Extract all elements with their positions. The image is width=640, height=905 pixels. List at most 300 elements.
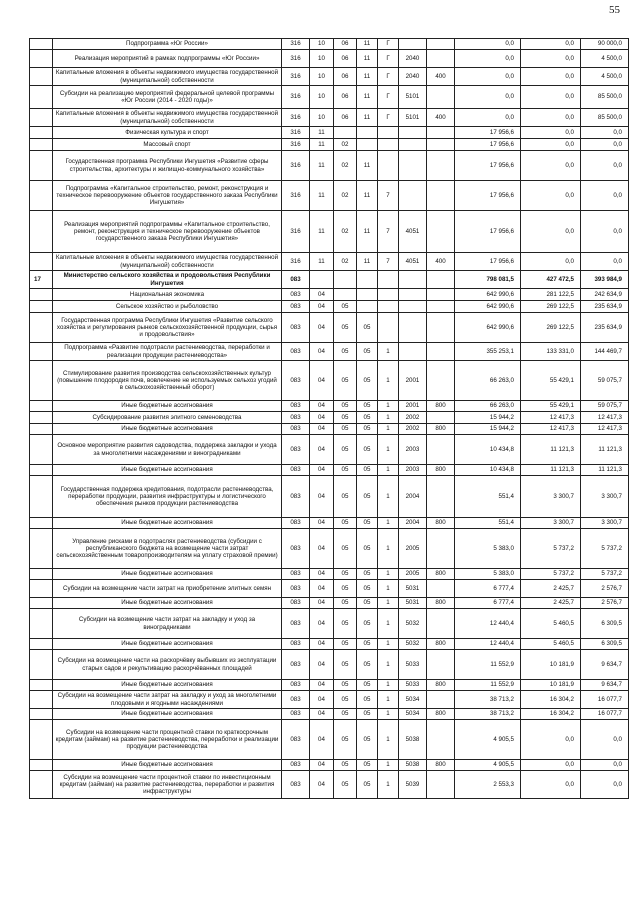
subsection-code-cell: 05: [334, 639, 357, 650]
amount-year3-cell: 12 417,3: [581, 424, 629, 435]
amount-year3-cell: 4 500,0: [581, 68, 629, 86]
row-number-cell: [30, 109, 53, 127]
subprogram-code-cell: [378, 127, 399, 139]
ministry-code-cell: 083: [282, 424, 310, 435]
subprogram-code-cell: [378, 289, 399, 301]
amount-year2-cell: 16 304,2: [521, 709, 581, 720]
amount-year2-cell: 0,0: [521, 771, 581, 799]
subsection-code-cell: [334, 127, 357, 139]
section-code-cell: 04: [310, 313, 334, 343]
subsection-code-cell: 05: [334, 720, 357, 760]
activity-code-cell: 5032: [399, 609, 427, 639]
subprogram-code-cell: [378, 151, 399, 181]
amount-year2-cell: 0,0: [521, 211, 581, 253]
subprogram-code-cell: 1: [378, 476, 399, 518]
amount-year3-cell: 85 500,0: [581, 86, 629, 109]
activity-code-cell: 2040: [399, 50, 427, 68]
section-code-cell: 11: [310, 181, 334, 211]
expense-type-cell: [427, 720, 455, 760]
table-row: [30, 109, 629, 127]
activity-code-cell: 5032: [399, 639, 427, 650]
program-code-cell: [357, 139, 378, 151]
ministry-code-cell: 083: [282, 771, 310, 799]
amount-year1-cell: 12 440,4: [455, 639, 521, 650]
amount-year3-cell: 85 500,0: [581, 109, 629, 127]
section-code-cell: 04: [310, 680, 334, 691]
subprogram-code-cell: 1: [378, 518, 399, 529]
amount-year3-cell: 0,0: [581, 771, 629, 799]
amount-year1-cell: 5 383,0: [455, 529, 521, 569]
amount-year3-cell: 59 075,7: [581, 401, 629, 412]
item-name-cell: Иные бюджетные ассигнования: [53, 465, 282, 476]
subsection-code-cell: 05: [334, 529, 357, 569]
row-number-cell: [30, 86, 53, 109]
row-number-cell: [30, 253, 53, 271]
amount-year2-cell: 11 121,3: [521, 465, 581, 476]
program-code-cell: 05: [357, 343, 378, 361]
section-code-cell: 04: [310, 580, 334, 598]
subprogram-code-cell: 1: [378, 691, 399, 709]
item-name-cell: Государственная программа Республики Ингушетия «Развитие сферы строительства, архитектуры и жилищно-коммунального хозяйства»: [53, 151, 282, 181]
amount-year2-cell: 2 425,7: [521, 580, 581, 598]
program-code-cell: 05: [357, 580, 378, 598]
item-name-cell: Массовый спорт: [53, 139, 282, 151]
row-number-cell: [30, 691, 53, 709]
amount-year3-cell: 235 634,9: [581, 313, 629, 343]
amount-year3-cell: 3 300,7: [581, 476, 629, 518]
section-code-cell: 04: [310, 435, 334, 465]
activity-code-cell: [399, 343, 427, 361]
section-code-cell: [310, 271, 334, 289]
subsection-code-cell: 05: [334, 301, 357, 313]
table-row: [30, 691, 629, 709]
amount-year2-cell: 3 300,7: [521, 518, 581, 529]
table-row: [30, 518, 629, 529]
expense-type-cell: [427, 529, 455, 569]
subsection-code-cell: 05: [334, 518, 357, 529]
subsection-code-cell: 06: [334, 39, 357, 50]
amount-year3-cell: 16 077,7: [581, 709, 629, 720]
ministry-code-cell: 083: [282, 709, 310, 720]
row-number-cell: [30, 650, 53, 680]
subprogram-code-cell: 1: [378, 401, 399, 412]
program-code-cell: 05: [357, 639, 378, 650]
amount-year3-cell: 0,0: [581, 181, 629, 211]
item-name-cell: Иные бюджетные ассигнования: [53, 518, 282, 529]
subsection-code-cell: 05: [334, 476, 357, 518]
program-code-cell: 05: [357, 476, 378, 518]
section-code-cell: 04: [310, 343, 334, 361]
activity-code-cell: [399, 139, 427, 151]
amount-year2-cell: 0,0: [521, 127, 581, 139]
expense-type-cell: 800: [427, 518, 455, 529]
item-name-cell: Иные бюджетные ассигнования: [53, 760, 282, 771]
amount-year1-cell: 6 777,4: [455, 598, 521, 609]
program-code-cell: 05: [357, 680, 378, 691]
item-name-cell: Субсидии на возмещение части на раскорчёвку выбывших из эксплуатации старых садов и рекультивацию раскорчёванных площадей: [53, 650, 282, 680]
item-name-cell: Иные бюджетные ассигнования: [53, 680, 282, 691]
ministry-code-cell: 083: [282, 569, 310, 580]
program-code-cell: 05: [357, 760, 378, 771]
expense-type-cell: 800: [427, 424, 455, 435]
subsection-code-cell: 05: [334, 465, 357, 476]
table-row: [30, 650, 629, 680]
program-code-cell: 05: [357, 720, 378, 760]
activity-code-cell: 2005: [399, 569, 427, 580]
program-code-cell: 05: [357, 313, 378, 343]
item-name-cell: Капитальные вложения в объекты недвижимого имущества государственной (муниципальной) собственности: [53, 68, 282, 86]
section-code-cell: 04: [310, 771, 334, 799]
ministry-code-cell: 083: [282, 650, 310, 680]
ministry-code-cell: 083: [282, 313, 310, 343]
amount-year2-cell: 16 304,2: [521, 691, 581, 709]
item-name-cell: Субсидии на возмещение части затрат на закладку и уход за многолетними плодовыми и ягодными насаждениями: [53, 691, 282, 709]
subprogram-code-cell: 1: [378, 412, 399, 424]
subsection-code-cell: 06: [334, 50, 357, 68]
amount-year2-cell: 12 417,3: [521, 424, 581, 435]
table-row: [30, 361, 629, 401]
amount-year2-cell: 2 425,7: [521, 598, 581, 609]
program-code-cell: 05: [357, 412, 378, 424]
amount-year2-cell: 3 300,7: [521, 476, 581, 518]
subprogram-code-cell: 1: [378, 771, 399, 799]
ministry-code-cell: 083: [282, 598, 310, 609]
activity-code-cell: 5034: [399, 709, 427, 720]
table-row: [30, 435, 629, 465]
amount-year3-cell: 59 075,7: [581, 361, 629, 401]
item-name-cell: Иные бюджетные ассигнования: [53, 598, 282, 609]
subprogram-code-cell: 1: [378, 580, 399, 598]
ministry-code-cell: 083: [282, 760, 310, 771]
table-row: [30, 253, 629, 271]
row-number-cell: [30, 639, 53, 650]
ministry-code-cell: 316: [282, 68, 310, 86]
table-row: [30, 424, 629, 435]
table-row: [30, 639, 629, 650]
activity-code-cell: 5038: [399, 720, 427, 760]
expense-type-cell: [427, 412, 455, 424]
subsection-code-cell: [334, 271, 357, 289]
subsection-code-cell: 05: [334, 609, 357, 639]
row-number-cell: [30, 127, 53, 139]
ministry-code-cell: 316: [282, 127, 310, 139]
program-code-cell: [357, 127, 378, 139]
expense-type-cell: [427, 771, 455, 799]
amount-year1-cell: 17 956,6: [455, 139, 521, 151]
row-number-cell: [30, 139, 53, 151]
table-row: [30, 476, 629, 518]
subprogram-code-cell: Г: [378, 50, 399, 68]
subprogram-code-cell: [378, 313, 399, 343]
item-name-cell: Субсидирование развития элитного семеноводства: [53, 412, 282, 424]
activity-code-cell: 2001: [399, 401, 427, 412]
program-code-cell: 05: [357, 569, 378, 580]
ministry-code-cell: 083: [282, 343, 310, 361]
table-row: [30, 760, 629, 771]
subprogram-code-cell: Г: [378, 68, 399, 86]
amount-year2-cell: 0,0: [521, 39, 581, 50]
table-row: [30, 139, 629, 151]
program-code-cell: [357, 301, 378, 313]
subsection-code-cell: 02: [334, 211, 357, 253]
program-code-cell: 11: [357, 86, 378, 109]
section-code-cell: 04: [310, 609, 334, 639]
subprogram-code-cell: 1: [378, 680, 399, 691]
subprogram-code-cell: 1: [378, 650, 399, 680]
expense-type-cell: [427, 476, 455, 518]
program-code-cell: 11: [357, 253, 378, 271]
amount-year1-cell: 66 263,0: [455, 361, 521, 401]
activity-code-cell: 4051: [399, 253, 427, 271]
row-number-cell: [30, 476, 53, 518]
subprogram-code-cell: Г: [378, 39, 399, 50]
section-code-cell: 10: [310, 86, 334, 109]
amount-year1-cell: 551,4: [455, 476, 521, 518]
amount-year3-cell: 3 300,7: [581, 518, 629, 529]
ministry-code-cell: 083: [282, 680, 310, 691]
amount-year2-cell: 5 460,5: [521, 609, 581, 639]
section-code-cell: 10: [310, 109, 334, 127]
item-name-cell: Капитальные вложения в объекты недвижимого имущества государственной (муниципальной) собственности: [53, 253, 282, 271]
table-row: [30, 401, 629, 412]
amount-year2-cell: 0,0: [521, 253, 581, 271]
table-row: [30, 680, 629, 691]
amount-year2-cell: 427 472,5: [521, 271, 581, 289]
section-code-cell: 04: [310, 529, 334, 569]
subsection-code-cell: 05: [334, 680, 357, 691]
amount-year1-cell: 10 434,8: [455, 465, 521, 476]
item-name-cell: Иные бюджетные ассигнования: [53, 709, 282, 720]
activity-code-cell: 2003: [399, 435, 427, 465]
amount-year3-cell: 11 121,3: [581, 465, 629, 476]
activity-code-cell: 2002: [399, 412, 427, 424]
subsection-code-cell: 05: [334, 401, 357, 412]
amount-year2-cell: 12 417,3: [521, 412, 581, 424]
subprogram-code-cell: Г: [378, 109, 399, 127]
amount-year2-cell: 269 122,5: [521, 301, 581, 313]
section-code-cell: 11: [310, 151, 334, 181]
expense-type-cell: 800: [427, 709, 455, 720]
subprogram-code-cell: [378, 301, 399, 313]
ministry-code-cell: 083: [282, 691, 310, 709]
row-number-cell: [30, 580, 53, 598]
activity-code-cell: [399, 301, 427, 313]
amount-year1-cell: 38 713,2: [455, 691, 521, 709]
section-code-cell: 04: [310, 518, 334, 529]
amount-year1-cell: 2 553,3: [455, 771, 521, 799]
amount-year3-cell: 90 000,0: [581, 39, 629, 50]
expense-type-cell: 800: [427, 598, 455, 609]
item-name-cell: Стимулирование развития производства сельскохозяйственных культур (повышение плодородия почв, вовлечение не используемых сельхоз угодий в сельскохозяйственный оборот): [53, 361, 282, 401]
subprogram-code-cell: 1: [378, 598, 399, 609]
subprogram-code-cell: 1: [378, 569, 399, 580]
amount-year3-cell: 5 737,2: [581, 529, 629, 569]
expense-type-cell: [427, 86, 455, 109]
amount-year3-cell: 144 469,7: [581, 343, 629, 361]
amount-year3-cell: 0,0: [581, 253, 629, 271]
row-number-cell: 17: [30, 271, 53, 289]
subprogram-code-cell: 1: [378, 639, 399, 650]
ministry-code-cell: 083: [282, 361, 310, 401]
program-code-cell: 11: [357, 50, 378, 68]
subsection-code-cell: 05: [334, 760, 357, 771]
amount-year1-cell: 355 253,1: [455, 343, 521, 361]
expense-type-cell: [427, 151, 455, 181]
section-code-cell: 11: [310, 253, 334, 271]
row-number-cell: [30, 289, 53, 301]
amount-year2-cell: 0,0: [521, 720, 581, 760]
amount-year1-cell: 4 905,5: [455, 720, 521, 760]
amount-year1-cell: 0,0: [455, 39, 521, 50]
expense-type-cell: [427, 271, 455, 289]
subsection-code-cell: 02: [334, 151, 357, 181]
amount-year1-cell: 642 990,6: [455, 301, 521, 313]
section-code-cell: 04: [310, 691, 334, 709]
subprogram-code-cell: 1: [378, 361, 399, 401]
activity-code-cell: 2005: [399, 529, 427, 569]
ministry-code-cell: 316: [282, 181, 310, 211]
amount-year2-cell: 133 331,0: [521, 343, 581, 361]
program-code-cell: 11: [357, 109, 378, 127]
section-code-cell: 04: [310, 720, 334, 760]
ministry-code-cell: 083: [282, 435, 310, 465]
amount-year3-cell: 16 077,7: [581, 691, 629, 709]
section-code-cell: 04: [310, 639, 334, 650]
page-number: 55: [609, 4, 620, 16]
section-code-cell: 04: [310, 569, 334, 580]
amount-year1-cell: 11 552,9: [455, 650, 521, 680]
amount-year2-cell: 281 122,5: [521, 289, 581, 301]
ministry-code-cell: 316: [282, 50, 310, 68]
table-row: [30, 271, 629, 289]
program-code-cell: 05: [357, 771, 378, 799]
row-number-cell: [30, 720, 53, 760]
amount-year2-cell: 55 429,1: [521, 401, 581, 412]
expense-type-cell: 400: [427, 68, 455, 86]
row-number-cell: [30, 529, 53, 569]
activity-code-cell: 2002: [399, 424, 427, 435]
item-name-cell: Реализация мероприятий в рамках подпрограммы «Юг России»: [53, 50, 282, 68]
amount-year3-cell: 0,0: [581, 211, 629, 253]
program-code-cell: 11: [357, 39, 378, 50]
activity-code-cell: 5031: [399, 598, 427, 609]
activity-code-cell: 2004: [399, 476, 427, 518]
row-number-cell: [30, 435, 53, 465]
subprogram-code-cell: 1: [378, 720, 399, 760]
amount-year1-cell: 0,0: [455, 68, 521, 86]
subsection-code-cell: 05: [334, 598, 357, 609]
row-number-cell: [30, 68, 53, 86]
amount-year2-cell: 0,0: [521, 68, 581, 86]
section-code-cell: 10: [310, 68, 334, 86]
ministry-code-cell: 083: [282, 465, 310, 476]
row-number-cell: [30, 465, 53, 476]
amount-year3-cell: 235 634,9: [581, 301, 629, 313]
row-number-cell: [30, 609, 53, 639]
program-code-cell: 05: [357, 709, 378, 720]
table-row: [30, 151, 629, 181]
table-row: [30, 412, 629, 424]
program-code-cell: 11: [357, 151, 378, 181]
table-row: [30, 580, 629, 598]
amount-year1-cell: 17 956,6: [455, 211, 521, 253]
table-row: [30, 211, 629, 253]
row-number-cell: [30, 50, 53, 68]
item-name-cell: Субсидии на реализацию мероприятий федеральной целевой программы «Юг России (2014 - 2020 годы)»: [53, 86, 282, 109]
item-name-cell: Физическая культура и спорт: [53, 127, 282, 139]
table-row: [30, 39, 629, 50]
item-name-cell: Подпрограмма «Развитие подотрасли растениеводства, переработки и реализации продукции растениеводства»: [53, 343, 282, 361]
activity-code-cell: 5039: [399, 771, 427, 799]
amount-year1-cell: 17 956,6: [455, 151, 521, 181]
amount-year1-cell: 17 956,6: [455, 253, 521, 271]
row-number-cell: [30, 680, 53, 691]
amount-year2-cell: 0,0: [521, 151, 581, 181]
item-name-cell: Министерство сельского хозяйства и продовольствия Республики Ингушетия: [53, 271, 282, 289]
amount-year1-cell: 551,4: [455, 518, 521, 529]
activity-code-cell: 5101: [399, 109, 427, 127]
subsection-code-cell: 02: [334, 139, 357, 151]
activity-code-cell: [399, 39, 427, 50]
amount-year1-cell: 66 263,0: [455, 401, 521, 412]
subprogram-code-cell: 1: [378, 760, 399, 771]
row-number-cell: [30, 151, 53, 181]
activity-code-cell: [399, 313, 427, 343]
expense-type-cell: 800: [427, 680, 455, 691]
subprogram-code-cell: 7: [378, 253, 399, 271]
row-number-cell: [30, 301, 53, 313]
section-code-cell: 04: [310, 361, 334, 401]
subsection-code-cell: [334, 289, 357, 301]
amount-year3-cell: 0,0: [581, 720, 629, 760]
activity-code-cell: 4051: [399, 211, 427, 253]
expense-type-cell: [427, 650, 455, 680]
program-code-cell: 05: [357, 401, 378, 412]
activity-code-cell: 5038: [399, 760, 427, 771]
activity-code-cell: 5101: [399, 86, 427, 109]
section-code-cell: 04: [310, 760, 334, 771]
subprogram-code-cell: [378, 139, 399, 151]
expense-type-cell: [427, 343, 455, 361]
activity-code-cell: 5033: [399, 650, 427, 680]
amount-year1-cell: 17 956,6: [455, 127, 521, 139]
activity-code-cell: [399, 151, 427, 181]
subsection-code-cell: 02: [334, 181, 357, 211]
amount-year1-cell: 4 905,5: [455, 760, 521, 771]
program-code-cell: 05: [357, 691, 378, 709]
ministry-code-cell: 316: [282, 109, 310, 127]
table-row: [30, 529, 629, 569]
amount-year3-cell: 2 576,7: [581, 598, 629, 609]
activity-code-cell: 2040: [399, 68, 427, 86]
budget-table: [29, 38, 629, 799]
amount-year3-cell: 393 984,9: [581, 271, 629, 289]
amount-year3-cell: 0,0: [581, 760, 629, 771]
program-code-cell: 05: [357, 609, 378, 639]
item-name-cell: Субсидии на возмещение части затрат на закладку и уход за виноградниками: [53, 609, 282, 639]
table-body: [30, 39, 629, 799]
amount-year3-cell: 12 417,3: [581, 412, 629, 424]
section-code-cell: 11: [310, 127, 334, 139]
section-code-cell: 10: [310, 50, 334, 68]
section-code-cell: 11: [310, 139, 334, 151]
section-code-cell: 04: [310, 412, 334, 424]
item-name-cell: Иные бюджетные ассигнования: [53, 569, 282, 580]
amount-year1-cell: 15 944,2: [455, 412, 521, 424]
subprogram-code-cell: [378, 271, 399, 289]
section-code-cell: 04: [310, 476, 334, 518]
program-code-cell: [357, 289, 378, 301]
